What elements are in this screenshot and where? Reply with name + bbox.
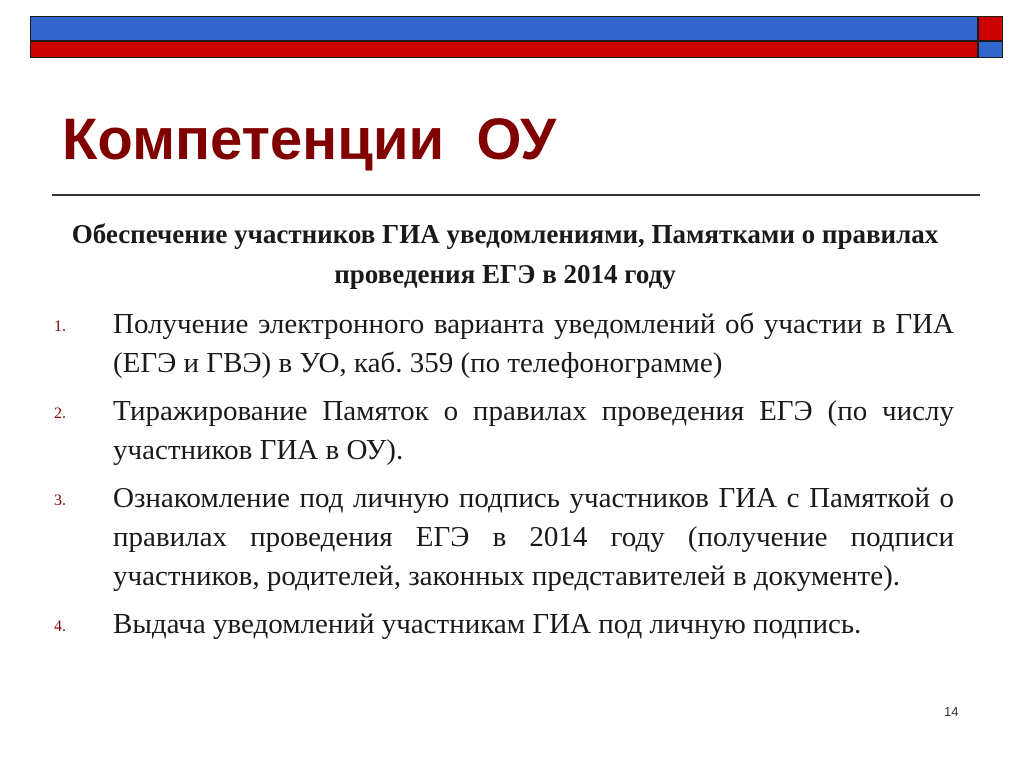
header-square-red — [978, 16, 1003, 41]
list-item — [48, 305, 954, 383]
header-bar-blue — [30, 16, 978, 41]
list-item-number: 4. — [54, 618, 66, 635]
page-number: 14 — [944, 704, 959, 719]
list-item — [48, 479, 954, 596]
list-item-number: 3. — [54, 492, 66, 509]
list-item-number: 1. — [54, 318, 66, 335]
competence-list — [48, 305, 954, 653]
slide-subtitle: Обеспечение участников ГИА уведомлениями, Памятками о правилах проведения ЕГЭ в 2014 году — [71, 219, 939, 289]
title-divider — [52, 194, 980, 196]
header-bar-red — [30, 41, 978, 58]
list-item — [48, 392, 954, 470]
list-item — [48, 605, 954, 644]
header-square-blue — [978, 41, 1003, 58]
list-item-text: Ознакомление под личную подпись участников ГИА с Памяткой о правилах проведения ЕГЭ в 2014 году (получение подписи участников, родителей, законных представителей в документе). — [113, 482, 954, 592]
list-item-number: 2. — [54, 405, 66, 422]
list-item-text: Тиражирование Памяток о правилах проведения ЕГЭ (по числу участников ГИА в ОУ). — [113, 395, 954, 466]
list-item-text: Выдача уведомлений участникам ГИА под личную подпись. — [113, 608, 862, 640]
list-item-text: Получение электронного варианта уведомлений об участии в ГИА (ЕГЭ и ГВЭ) в УО, каб. 359 (по телефонограмме) — [113, 308, 954, 379]
slide-title: Компетенции ОУ — [62, 107, 557, 172]
